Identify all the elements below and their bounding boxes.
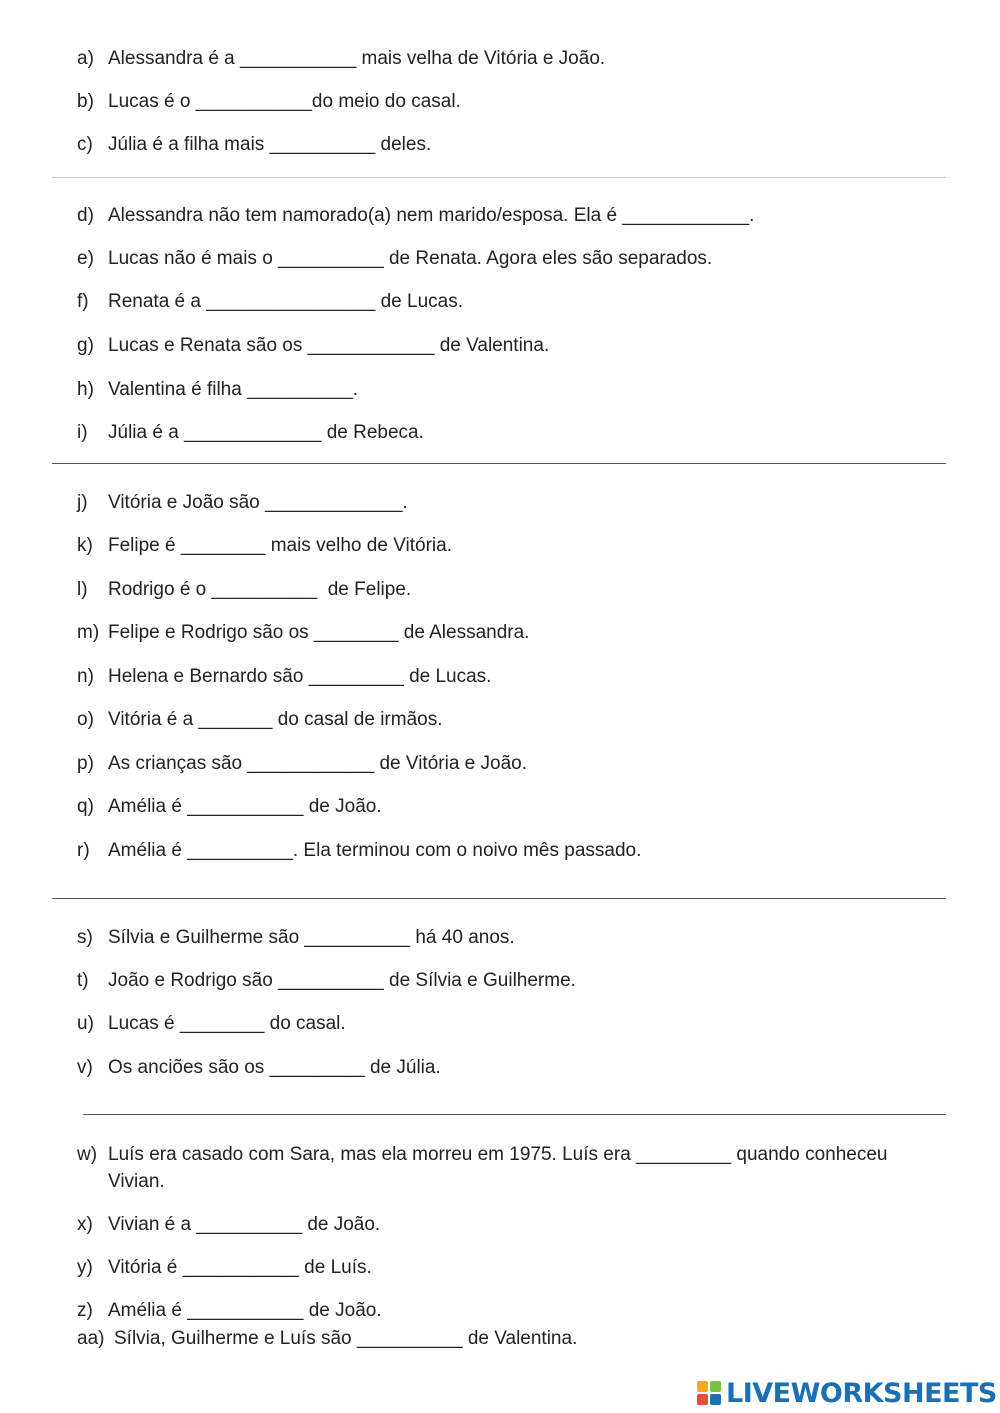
item-text: João e Rodrigo são __________ de Sílvia e Guilherme. — [108, 970, 576, 991]
exercise-w — [77, 1141, 947, 1195]
item-text: Alessandra é a ___________ mais velha de Vitória e João. — [108, 48, 606, 69]
item-label: h) — [77, 379, 94, 400]
item-label: o) — [77, 709, 94, 730]
item-text: Sílvia, Guilherme e Luís são __________ de Valentina. — [114, 1328, 578, 1349]
item-label: t) — [77, 970, 89, 991]
item-text: Luís era casado com Sara, mas ela morreu em 1975. Luís era _________ quando conheceu Vivian. — [108, 1144, 888, 1192]
item-text: Helena e Bernardo são _________ de Lucas. — [108, 666, 492, 687]
section-divider — [52, 463, 946, 464]
item-label: u) — [77, 1013, 94, 1034]
item-label: e) — [77, 248, 94, 269]
item-label: aa) — [77, 1328, 105, 1349]
section-divider — [83, 1114, 946, 1115]
exercise-h — [77, 376, 358, 403]
item-text: Rodrigo é o __________ de Felipe. — [108, 579, 412, 600]
section-divider — [52, 898, 946, 899]
exercise-x — [77, 1211, 380, 1238]
item-text: Felipe é ________ mais velho de Vitória. — [108, 535, 452, 556]
exercise-k — [77, 532, 452, 559]
item-text: Júlia é a _____________ de Rebeca. — [108, 422, 424, 443]
exercise-g — [77, 332, 549, 359]
liveworksheets-logo[interactable] — [697, 1378, 997, 1408]
item-text: Vivian é a __________ de João. — [108, 1214, 381, 1235]
section-divider — [52, 177, 946, 178]
exercise-t — [77, 967, 576, 994]
item-text: As crianças são ____________ de Vitória e João. — [108, 753, 528, 774]
item-text: Valentina é filha __________. — [108, 379, 359, 400]
item-label: n) — [77, 666, 94, 687]
item-label: y) — [77, 1257, 93, 1278]
item-text: Amélia é ___________ de João. — [108, 796, 382, 817]
item-label: f) — [77, 291, 89, 312]
exercise-n — [77, 663, 491, 690]
exercise-aa — [77, 1325, 577, 1352]
item-label: g) — [77, 335, 94, 356]
item-label: a) — [77, 48, 94, 69]
exercise-m — [77, 619, 529, 646]
exercise-r — [77, 837, 641, 864]
item-text: Felipe e Rodrigo são os ________ de Alessandra. — [108, 622, 530, 643]
item-text: Alessandra não tem namorado(a) nem marido/esposa. Ela é ____________. — [108, 205, 755, 226]
exercise-p — [77, 750, 527, 777]
exercise-l — [77, 576, 411, 603]
item-label: v) — [77, 1057, 93, 1078]
item-label: s) — [77, 927, 93, 948]
exercise-b — [77, 88, 461, 115]
logo-text: LIVEWORKSHEETS — [726, 1377, 997, 1409]
item-text: Vitória é a _______ do casal de irmãos. — [108, 709, 443, 730]
exercise-d — [77, 202, 754, 229]
exercise-u — [77, 1010, 346, 1037]
item-label: r) — [77, 840, 90, 861]
item-label: x) — [77, 1214, 93, 1235]
exercise-z — [77, 1297, 382, 1324]
liveworksheets-logo-icon — [697, 1381, 721, 1405]
item-text: Lucas é ________ do casal. — [108, 1013, 346, 1034]
item-text: Lucas não é mais o __________ de Renata. Agora eles são separados. — [108, 248, 713, 269]
item-label: k) — [77, 535, 93, 556]
item-label: i) — [77, 422, 88, 443]
item-text: Sílvia e Guilherme são __________ há 40 anos. — [108, 927, 515, 948]
item-label: w) — [77, 1144, 98, 1165]
exercise-c — [77, 131, 431, 158]
item-label: z) — [77, 1300, 93, 1321]
item-text: Amélia é __________. Ela terminou com o noivo mês passado. — [108, 840, 642, 861]
item-text: Amélia é ___________ de João. — [108, 1300, 382, 1321]
exercise-q — [77, 793, 382, 820]
item-text: Os anciões são os _________ de Júlia. — [108, 1057, 441, 1078]
exercise-j — [77, 489, 408, 516]
exercise-y — [77, 1254, 372, 1281]
exercise-s — [77, 924, 515, 951]
item-label: d) — [77, 205, 94, 226]
item-text: Vitória e João são _____________. — [108, 492, 408, 513]
item-text: Lucas e Renata são os ____________ de Valentina. — [108, 335, 550, 356]
exercise-f — [77, 288, 463, 315]
item-label: q) — [77, 796, 94, 817]
item-label: l) — [77, 579, 88, 600]
item-label: b) — [77, 91, 94, 112]
item-label: c) — [77, 134, 93, 155]
item-text: Vitória é ___________ de Luís. — [108, 1257, 372, 1278]
item-label: m) — [77, 622, 100, 643]
exercise-i — [77, 419, 424, 446]
item-text: Renata é a ________________ de Lucas. — [108, 291, 463, 312]
item-text: Lucas é o ___________do meio do casal. — [108, 91, 461, 112]
item-text: Júlia é a filha mais __________ deles. — [108, 134, 432, 155]
item-label: j) — [77, 492, 88, 513]
exercise-e — [77, 245, 712, 272]
exercise-a — [77, 45, 605, 72]
item-label: p) — [77, 753, 94, 774]
exercise-v — [77, 1054, 441, 1081]
exercise-o — [77, 706, 442, 733]
